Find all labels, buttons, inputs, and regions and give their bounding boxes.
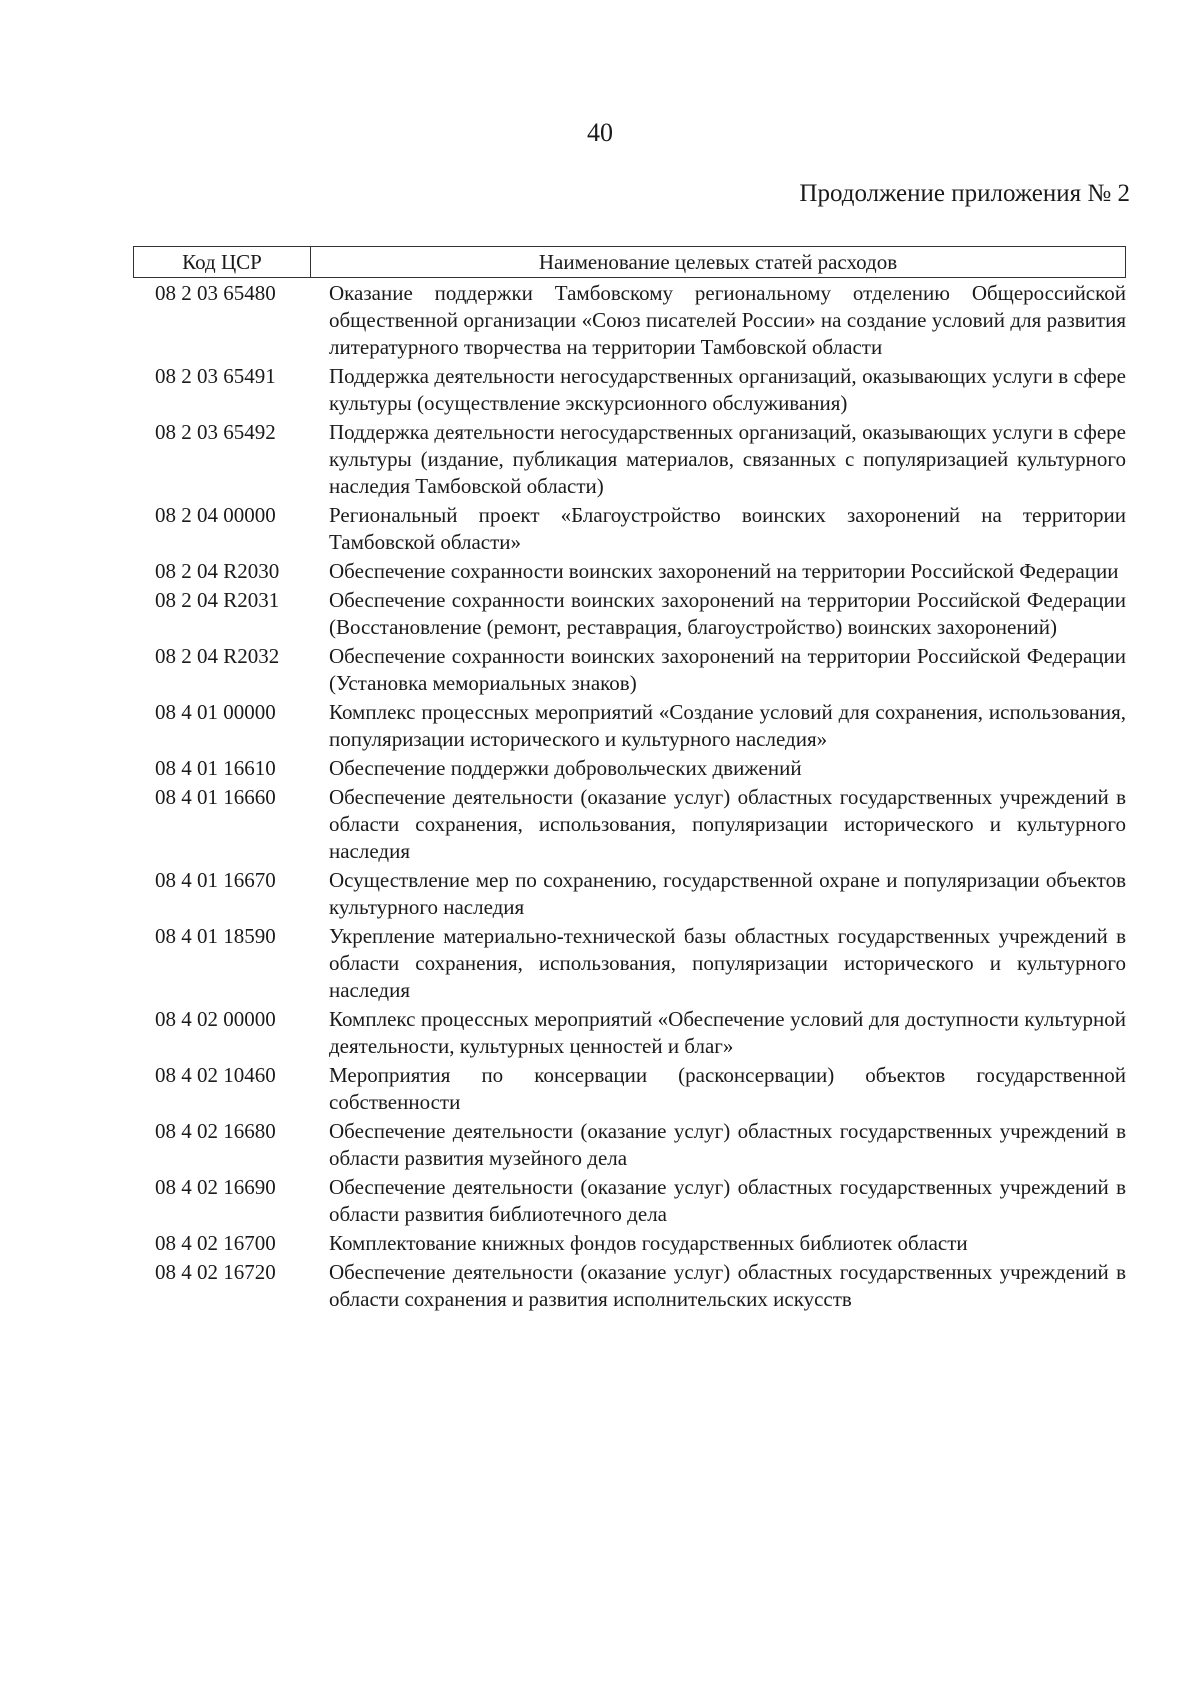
row-code: 08 4 02 16690 bbox=[155, 1175, 276, 1199]
row-code: 08 4 01 18590 bbox=[155, 924, 276, 948]
row-name: Мероприятия по консервации (расконсервации) объектов государственной собственности bbox=[329, 1063, 1126, 1114]
row-code: 08 4 01 16660 bbox=[155, 785, 276, 809]
row-name: Обеспечение сохранности воинских захоронений на территории Российской Федерации (Установка мемориальных знаков) bbox=[329, 644, 1126, 695]
row-name: Обеспечение сохранности воинских захоронений на территории Российской Федерации (Восстановление (ремонт, реставрация, благоустройство) воинских захоронений) bbox=[329, 588, 1126, 639]
table-row bbox=[133, 1257, 1126, 1313]
table-row bbox=[133, 417, 1126, 500]
row-code: 08 4 02 00000 bbox=[155, 1007, 276, 1031]
table-row bbox=[133, 278, 1126, 361]
table-row bbox=[133, 641, 1126, 697]
row-name: Обеспечение деятельности (оказание услуг) областных государственных учреждений в области сохранения и развития исполнительских искусств bbox=[329, 1260, 1126, 1311]
continuation-title: Продолжение приложения № 2 bbox=[799, 180, 1130, 207]
row-name: Комплекс процессных мероприятий «Обеспечение условий для доступности культурной деятельности, культурных ценностей и благ» bbox=[329, 1007, 1126, 1058]
header-name: Наименование целевых статей расходов bbox=[538, 250, 898, 274]
row-code: 08 4 02 16680 bbox=[155, 1119, 276, 1143]
header-code: Код ЦСР bbox=[134, 247, 311, 277]
table-row bbox=[133, 1116, 1126, 1172]
row-code: 08 4 01 16610 bbox=[155, 756, 276, 780]
row-code: 08 4 01 16670 bbox=[155, 868, 276, 892]
row-name: Осуществление мер по сохранению, государственной охране и популяризации объектов культурного наследия bbox=[329, 868, 1126, 919]
row-name: Поддержка деятельности негосударственных организаций, оказывающих услуги в сфере культуры (осуществление экскурсионного обслуживания) bbox=[329, 364, 1126, 415]
page-number: 40 bbox=[587, 118, 613, 147]
row-name: Обеспечение сохранности воинских захоронений на территории Российской Федерации bbox=[329, 559, 1119, 583]
row-name: Обеспечение деятельности (оказание услуг) областных государственных учреждений в области развития музейного дела bbox=[329, 1119, 1126, 1170]
table-row bbox=[133, 782, 1126, 865]
row-code: 08 2 04 R2031 bbox=[155, 588, 280, 612]
row-code: 08 2 03 65492 bbox=[155, 420, 276, 444]
row-name: Комплекс процессных мероприятий «Создание условий для сохранения, использования, популяризации исторического и культурного наследия» bbox=[329, 700, 1126, 751]
row-code: 08 2 03 65491 bbox=[155, 364, 276, 388]
table-row bbox=[133, 1004, 1126, 1060]
row-name: Региональный проект «Благоустройство воинских захоронений на территории Тамбовской области» bbox=[329, 503, 1126, 554]
table-header bbox=[133, 246, 1126, 278]
row-code: 08 4 02 16720 bbox=[155, 1260, 276, 1284]
row-code: 08 4 02 10460 bbox=[155, 1063, 276, 1087]
row-code: 08 2 03 65480 bbox=[155, 281, 276, 305]
row-name: Оказание поддержки Тамбовскому региональному отделению Общероссийской общественной организации «Союз писателей России» на создание условий для развития литературного творчества на территории Тамбовской области bbox=[329, 281, 1126, 359]
row-code: 08 2 04 00000 bbox=[155, 503, 276, 527]
table-row bbox=[133, 1228, 1126, 1257]
expense-items-table bbox=[133, 246, 1126, 1313]
table-row bbox=[133, 585, 1126, 641]
table-body bbox=[133, 278, 1126, 1313]
row-name: Поддержка деятельности негосударственных организаций, оказывающих услуги в сфере культуры (издание, публикация материалов, связанных с популяризацией культурного наследия Тамбовской области) bbox=[329, 420, 1126, 498]
table-row bbox=[133, 1060, 1126, 1116]
row-code: 08 2 04 R2030 bbox=[155, 559, 280, 583]
row-code: 08 4 01 00000 bbox=[155, 700, 276, 724]
row-name: Комплектование книжных фондов государственных библиотек области bbox=[329, 1231, 968, 1255]
table-row bbox=[133, 500, 1126, 556]
table-row bbox=[133, 556, 1126, 585]
table-row bbox=[133, 921, 1126, 1004]
table-row bbox=[133, 753, 1126, 782]
row-name: Укрепление материально-технической базы областных государственных учреждений в области сохранения, использования, популяризации исторического и культурного наследия bbox=[329, 924, 1126, 1002]
row-name: Обеспечение поддержки добровольческих движений bbox=[329, 756, 802, 780]
row-name: Обеспечение деятельности (оказание услуг) областных государственных учреждений в области сохранения, использования, популяризации исторического и культурного наследия bbox=[329, 785, 1126, 863]
row-code: 08 4 02 16700 bbox=[155, 1231, 276, 1255]
table-row bbox=[133, 361, 1126, 417]
table-row bbox=[133, 697, 1126, 753]
row-code: 08 2 04 R2032 bbox=[155, 644, 280, 668]
table-row bbox=[133, 865, 1126, 921]
table-row bbox=[133, 1172, 1126, 1228]
row-name: Обеспечение деятельности (оказание услуг) областных государственных учреждений в области развития библиотечного дела bbox=[329, 1175, 1126, 1226]
